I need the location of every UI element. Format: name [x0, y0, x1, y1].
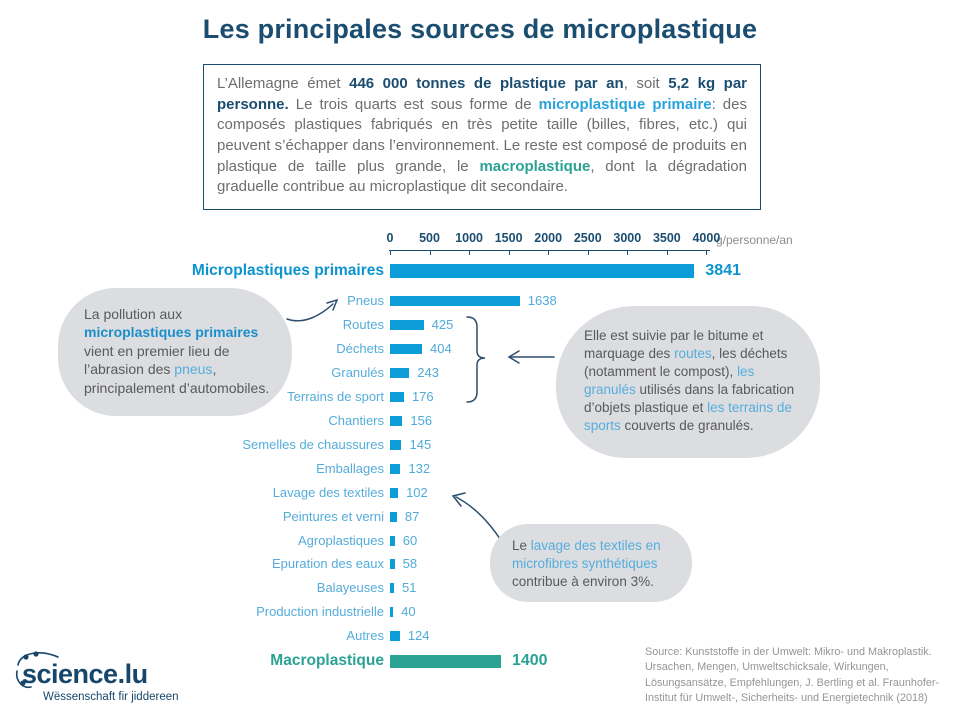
bar — [390, 416, 402, 426]
callout-link-pneus: pneus — [174, 361, 213, 378]
intro-bold-tonnes: 446 000 tonnes de plastique par an — [349, 75, 624, 92]
bar — [390, 536, 395, 546]
intro-segment: , soit — [623, 75, 669, 92]
bar — [390, 655, 501, 668]
bar — [390, 583, 394, 593]
bar-row — [0, 602, 960, 622]
bar-label: Macroplastique — [270, 652, 384, 669]
callout-text: Le — [512, 538, 531, 553]
axis-tick-label: 3000 — [613, 231, 642, 245]
axis-tick-label: 2000 — [534, 231, 563, 245]
axis-tick-mark — [706, 251, 707, 255]
bar-label: Routes — [342, 317, 384, 332]
intro-text-box — [203, 64, 761, 210]
callout-lavage-textiles — [490, 524, 692, 602]
bar-label: Terrains de sport — [287, 389, 384, 404]
bar-track — [390, 339, 452, 359]
bar-track — [390, 411, 432, 431]
bar-label: Peintures et verni — [282, 509, 384, 524]
bar — [390, 607, 393, 617]
callout-highlight-microplastiques: microplastiques primaires — [84, 324, 259, 341]
bar-value: 1400 — [511, 652, 548, 669]
callout-link-lavage: lavage des textiles en microfibres synthétiques — [512, 538, 661, 571]
intro-segment: , dont la dégradation graduelle contribue au microplastique dit secondaire. — [217, 157, 747, 196]
bar-track — [390, 531, 417, 551]
source-line: Ursachen, Mengen, Umweltschicksale, Wirkungen, — [645, 661, 889, 674]
bar-track — [390, 363, 439, 383]
axis-tick-label: 4000 — [692, 231, 721, 245]
callout-link-granules: les granulés — [584, 363, 755, 397]
bar-label: Semelles de chaussures — [242, 437, 384, 452]
axis-tick-mark — [627, 251, 628, 255]
bar-value: 156 — [410, 413, 433, 428]
bar-track — [390, 554, 417, 574]
bar-label: Agroplastiques — [298, 533, 384, 548]
bar-track — [390, 651, 548, 671]
bar — [390, 464, 400, 474]
bar — [390, 392, 404, 402]
intro-highlight-microplastique: microplastique primaire — [538, 95, 712, 113]
logo-wordmark: science.lu — [22, 659, 148, 689]
callout-text: La pollution aux — [84, 306, 183, 322]
bar-value: 3841 — [705, 262, 741, 279]
logo-tagline: Wëssenschaft fir jiddereen — [43, 691, 179, 703]
callout-text: , les déchets (notamment le compost), — [584, 345, 788, 379]
bar-value: 145 — [409, 437, 432, 452]
callout-pneus — [58, 288, 292, 416]
axis-unit-label: g/personne/an — [716, 233, 793, 247]
intro-highlight-macroplastique: macroplastique — [479, 157, 591, 175]
source-citation — [645, 645, 957, 706]
bar-row — [0, 459, 960, 479]
callout-routes-group — [556, 306, 820, 458]
bar-value: 102 — [406, 485, 428, 500]
axis-tick-label: 1500 — [494, 231, 523, 245]
bar-track — [390, 626, 430, 646]
bar — [390, 512, 397, 522]
bar-label: Granulés — [331, 365, 384, 380]
axis-tick-mark — [548, 251, 549, 255]
bar-label: Déchets — [336, 341, 384, 356]
bar-value: 176 — [411, 389, 434, 404]
bar-label: Production industrielle — [256, 604, 384, 619]
bar-value: 51 — [402, 580, 417, 595]
bar-label: Autres — [346, 628, 384, 643]
bar-label: Chantiers — [328, 413, 384, 428]
page-title: Les principales sources de microplastique — [202, 14, 758, 44]
bar-value: 40 — [401, 604, 416, 619]
bar-label: Emballages — [316, 461, 384, 476]
bar-track — [390, 459, 430, 479]
bar-track — [390, 602, 416, 622]
callout-text: Elle est suivie par le bitume et marquage des — [584, 328, 764, 361]
source-line: Source: Kunststoffe in der Umwelt: Mikro- und Makroplastik. — [645, 646, 932, 658]
bar — [390, 440, 401, 450]
axis-tick-mark — [667, 251, 668, 255]
axis-tick-mark — [430, 251, 431, 255]
bar-row — [0, 626, 960, 646]
bar-label: Microplastiques primaires — [191, 262, 384, 279]
bar-track — [390, 261, 741, 281]
bar-track — [390, 578, 417, 598]
bar-track — [390, 291, 557, 311]
callout-link-routes: routes — [674, 345, 712, 361]
bar-value: 132 — [408, 461, 431, 476]
bar-row — [0, 435, 960, 455]
bar — [390, 488, 398, 498]
callout-text: utilisés dans la fabrication d’objets plastique et — [584, 381, 795, 415]
callout-text: , principalement d’automobiles. — [84, 361, 270, 396]
source-line: Institut für Umwelt-, Sicherheits- und Energietechnik (2018) — [645, 691, 928, 704]
bar-value: 87 — [404, 509, 420, 524]
bar-label: Lavage des textiles — [272, 485, 384, 500]
bar-row — [0, 261, 960, 281]
bar-track — [390, 315, 453, 335]
bar-label: Epuration des eaux — [271, 556, 384, 571]
science-lu-logo — [12, 645, 212, 715]
axis-tick-mark — [469, 251, 470, 255]
bar-value: 124 — [407, 628, 430, 643]
bar-row — [0, 578, 960, 598]
callout-text: couverts de granulés. — [620, 417, 754, 433]
bar — [390, 559, 395, 569]
bar-track — [390, 435, 431, 455]
axis-tick-label: 0 — [386, 231, 394, 245]
bar-label: Pneus — [347, 293, 384, 308]
bar — [390, 296, 520, 306]
axis-tick-label: 500 — [419, 231, 440, 245]
bar-label: Balayeuses — [316, 580, 384, 595]
bar-value: 1638 — [527, 293, 557, 308]
bar-row — [0, 531, 960, 551]
bar-value: 425 — [431, 317, 454, 332]
bar-track — [390, 483, 428, 503]
bar — [390, 320, 424, 330]
bar-value: 60 — [402, 533, 418, 548]
axis-line — [389, 250, 710, 251]
bar-value: 58 — [402, 556, 418, 571]
callout-text: contribue à environ 3%. — [512, 573, 654, 589]
bar-value: 404 — [430, 341, 452, 356]
axis-tick-label: 2500 — [573, 231, 602, 245]
bar-row — [0, 507, 960, 527]
bar-track — [390, 387, 434, 407]
bar — [390, 264, 694, 278]
bar-value: 243 — [417, 365, 439, 380]
axis-tick-mark — [390, 251, 391, 255]
bar — [390, 631, 400, 641]
bar-row — [0, 554, 960, 574]
bar-track — [390, 507, 419, 527]
axis-tick-label: 1000 — [455, 231, 483, 245]
intro-segment: L’Allemagne émet — [217, 75, 350, 92]
intro-segment: : des composés plastiques fabriqués en très petite taille (billes, fibres, etc.) qui peuvent s’échapper dans l’environnement. Le reste est composé de produits en plastique de taille plus grande, le — [217, 95, 747, 175]
intro-segment: Le trois quarts est sous forme de — [288, 95, 539, 113]
intro-bold-kg: 5,2 kg par personne. — [217, 75, 747, 113]
bar-row — [0, 483, 960, 503]
callout-link-terrains: les terrains de sports — [584, 399, 792, 433]
axis-tick-mark — [509, 251, 510, 255]
source-line: Lösungsansätze, Empfehlungen, J. Bertling et al. Fraunhofer- — [645, 676, 940, 689]
bar — [390, 344, 422, 354]
bar — [390, 368, 409, 378]
axis-tick-label: 3500 — [652, 231, 681, 245]
axis-tick-mark — [588, 251, 589, 255]
callout-text: vient en premier lieu de l’abrasion des — [84, 342, 230, 378]
